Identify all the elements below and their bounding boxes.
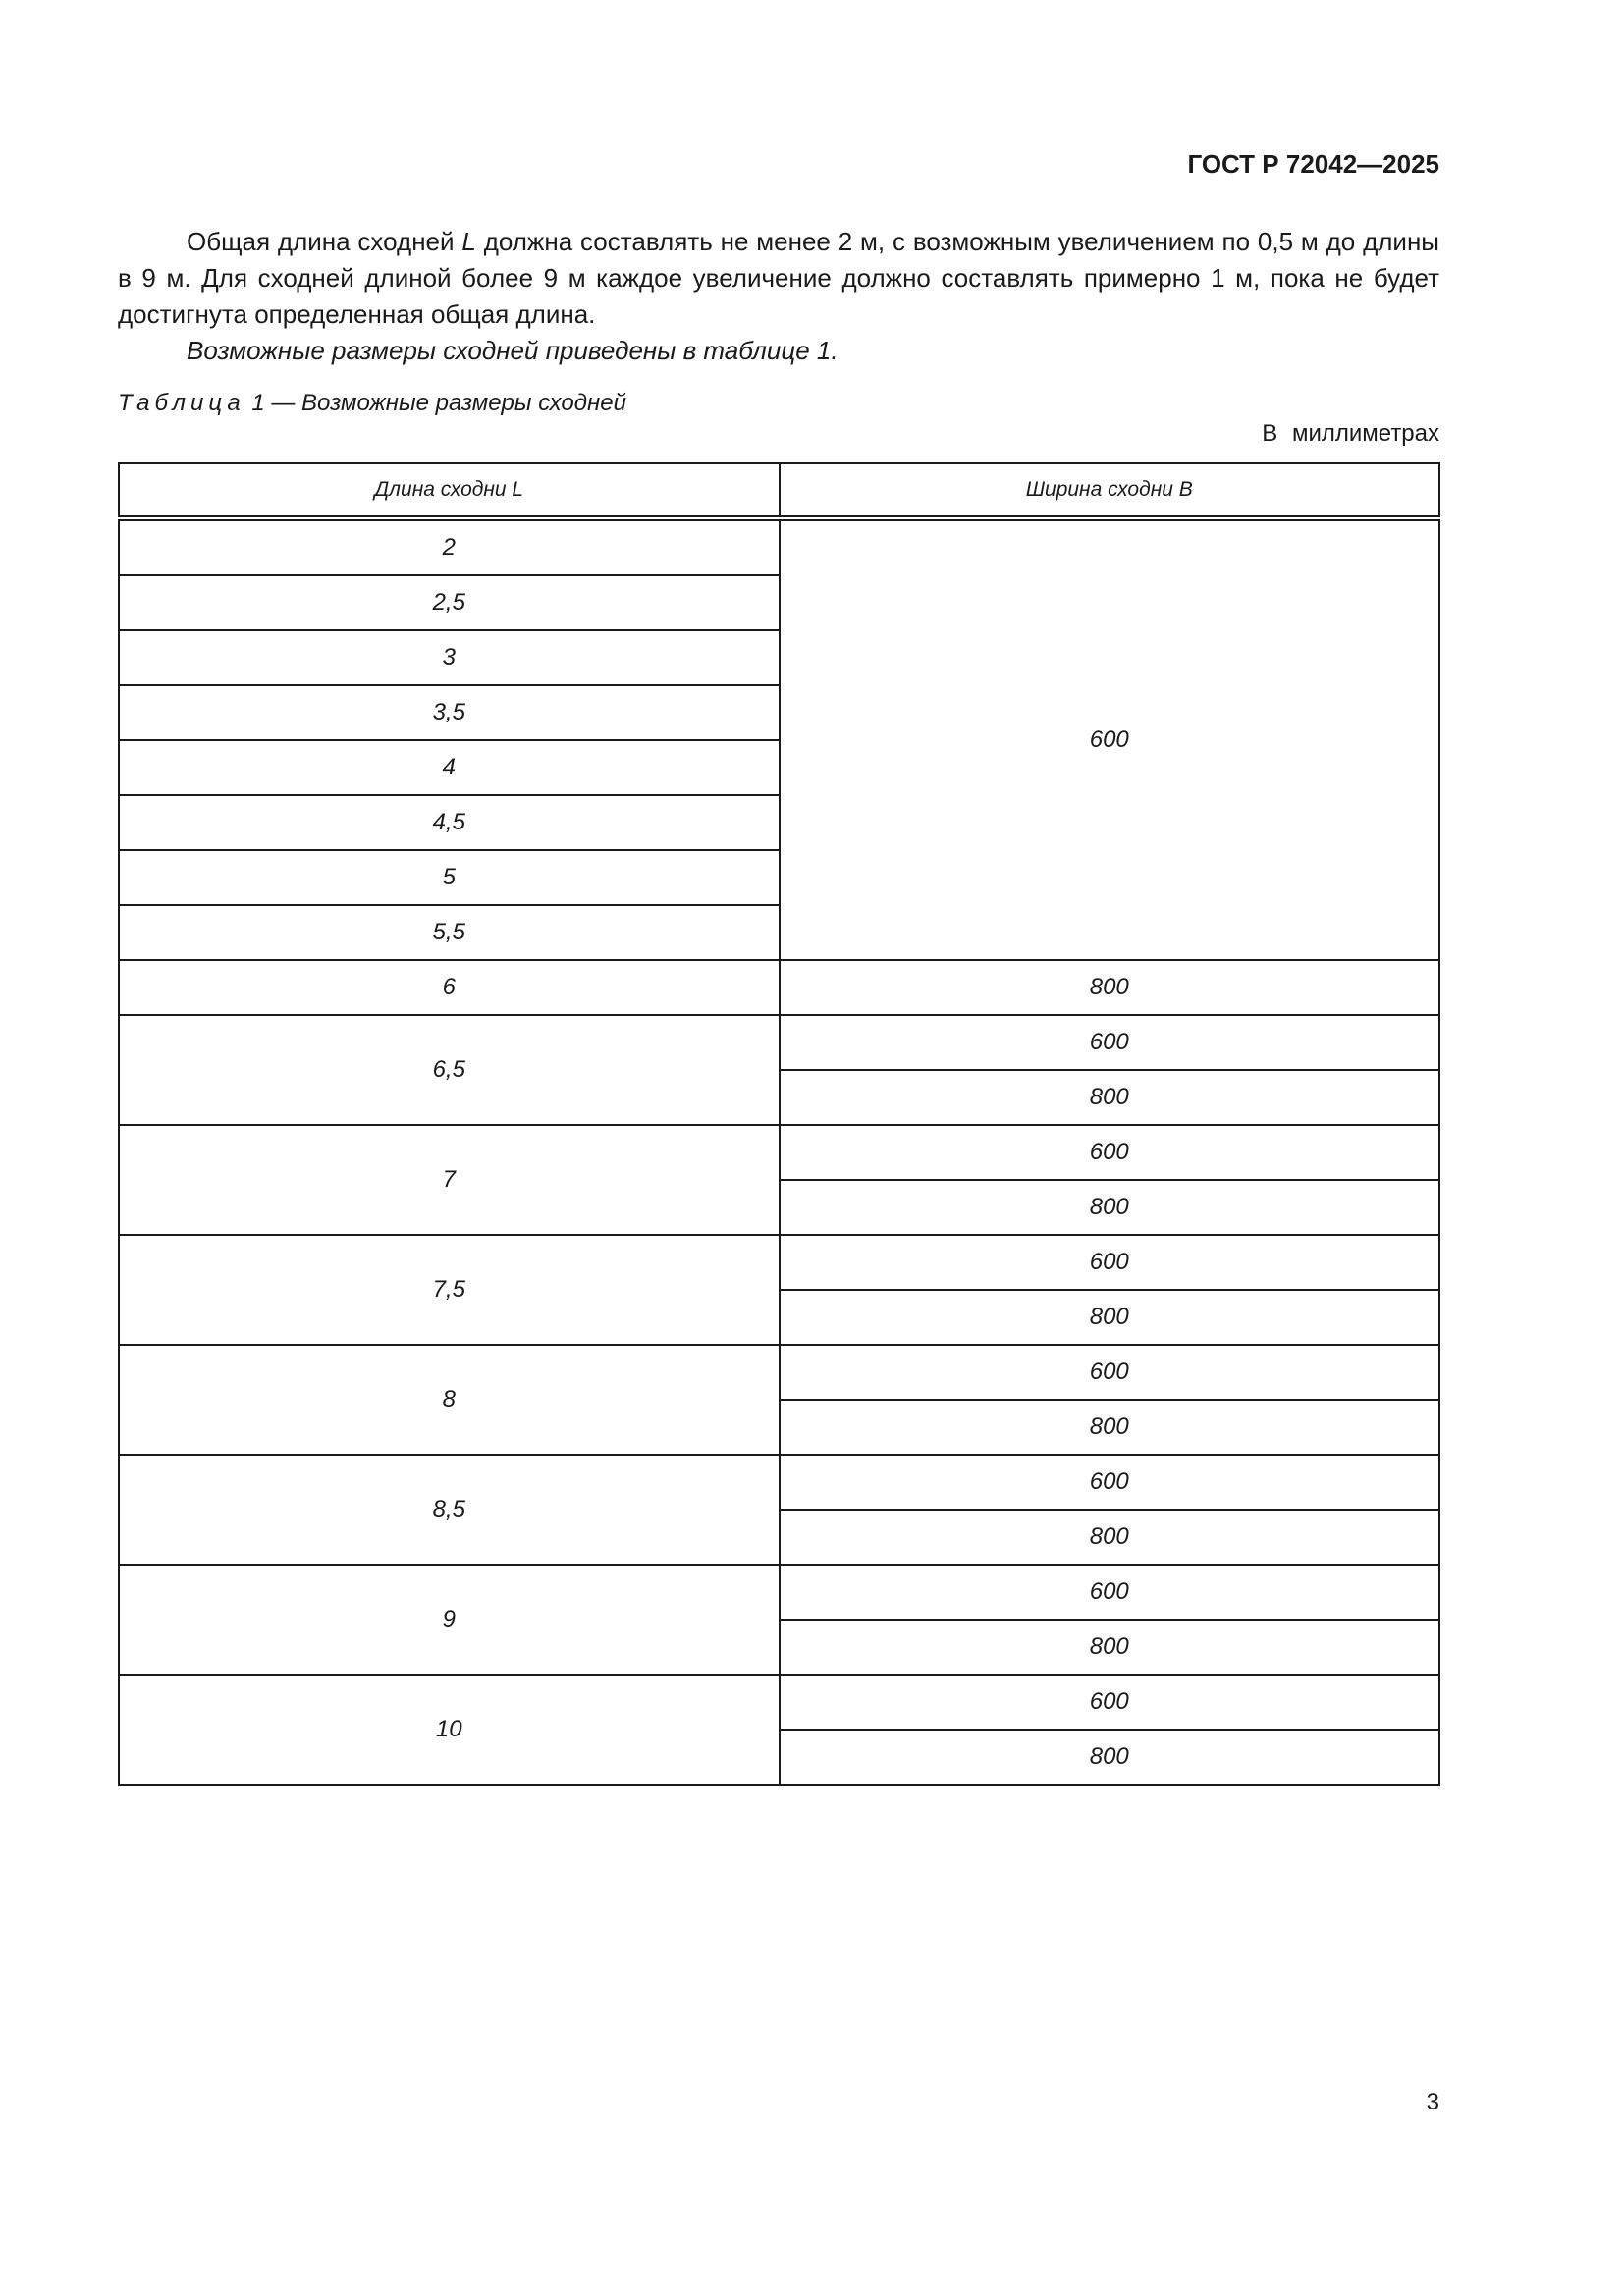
- length-cell: 4,5: [119, 795, 780, 850]
- length-cell: 3: [119, 630, 780, 685]
- length-cell: 8,5: [119, 1455, 780, 1565]
- length-cell: 7: [119, 1125, 780, 1235]
- length-cell: 9: [119, 1565, 780, 1675]
- table-caption: [118, 390, 626, 417]
- width-cell: 600: [780, 1125, 1440, 1180]
- length-cell: 3,5: [119, 685, 780, 740]
- page-number: 3: [1426, 2089, 1439, 2115]
- length-cell: 8: [119, 1345, 780, 1455]
- width-cell: 600: [780, 1565, 1440, 1620]
- table-row: [119, 1125, 1439, 1180]
- width-cell: 800: [780, 1620, 1440, 1675]
- table-caption-label: Таблица: [118, 390, 245, 416]
- length-cell: 2: [119, 518, 780, 575]
- table-row: [119, 1015, 1439, 1070]
- table-units: В миллиметрах: [1262, 420, 1439, 447]
- width-cell: 800: [780, 1510, 1440, 1565]
- header-width: Ширина сходни B: [780, 463, 1440, 518]
- width-cell: 800: [780, 1400, 1440, 1455]
- length-cell: 5: [119, 850, 780, 905]
- width-cell-merged: 600: [780, 518, 1440, 960]
- length-cell: 7,5: [119, 1235, 780, 1345]
- length-cell: 6: [119, 960, 780, 1015]
- length-cell: 10: [119, 1675, 780, 1785]
- document-id-header: ГОСТ Р 72042—2025: [1187, 149, 1439, 179]
- length-cell: 2,5: [119, 575, 780, 630]
- width-cell: 600: [780, 1675, 1440, 1730]
- width-cell: 600: [780, 1015, 1440, 1070]
- width-cell: 600: [780, 1235, 1440, 1290]
- table-header-row: [119, 463, 1439, 518]
- width-cell: 600: [780, 1455, 1440, 1510]
- table-row: [119, 1565, 1439, 1620]
- width-cell: 800: [780, 960, 1440, 1015]
- table-row: [119, 1675, 1439, 1730]
- variable-L: L: [461, 227, 476, 256]
- width-cell: 800: [780, 1290, 1440, 1345]
- table-row: [119, 1235, 1439, 1290]
- paragraph1-prefix: Общая длина сходней: [187, 227, 462, 256]
- table-caption-text: 1 — Возможные размеры сходней: [244, 390, 626, 416]
- table-row: [119, 1455, 1439, 1510]
- table-row: [119, 518, 1439, 575]
- dimensions-table: [118, 462, 1440, 1786]
- width-cell: 800: [780, 1180, 1440, 1235]
- header-length: Длина сходни L: [119, 463, 780, 518]
- width-cell: 800: [780, 1730, 1440, 1785]
- paragraph1-suffix: должна составлять не менее 2 м, с возможным увеличением по 0,5 м до длины в 9 м. Для сходней длиной более 9 м каждое увеличение должно составлять примерно 1 м, пока не будет достигнута определенная общая длина.: [118, 227, 1439, 329]
- length-cell: 4: [119, 740, 780, 795]
- paragraph-length-requirements: [118, 224, 1439, 333]
- length-cell: 6,5: [119, 1015, 780, 1125]
- table-row: [119, 1345, 1439, 1400]
- width-cell: 800: [780, 1070, 1440, 1125]
- body-text: [118, 224, 1439, 369]
- length-cell: 5,5: [119, 905, 780, 960]
- width-cell: 600: [780, 1345, 1440, 1400]
- paragraph-table-reference: Возможные размеры сходней приведены в таблице 1.: [187, 336, 839, 365]
